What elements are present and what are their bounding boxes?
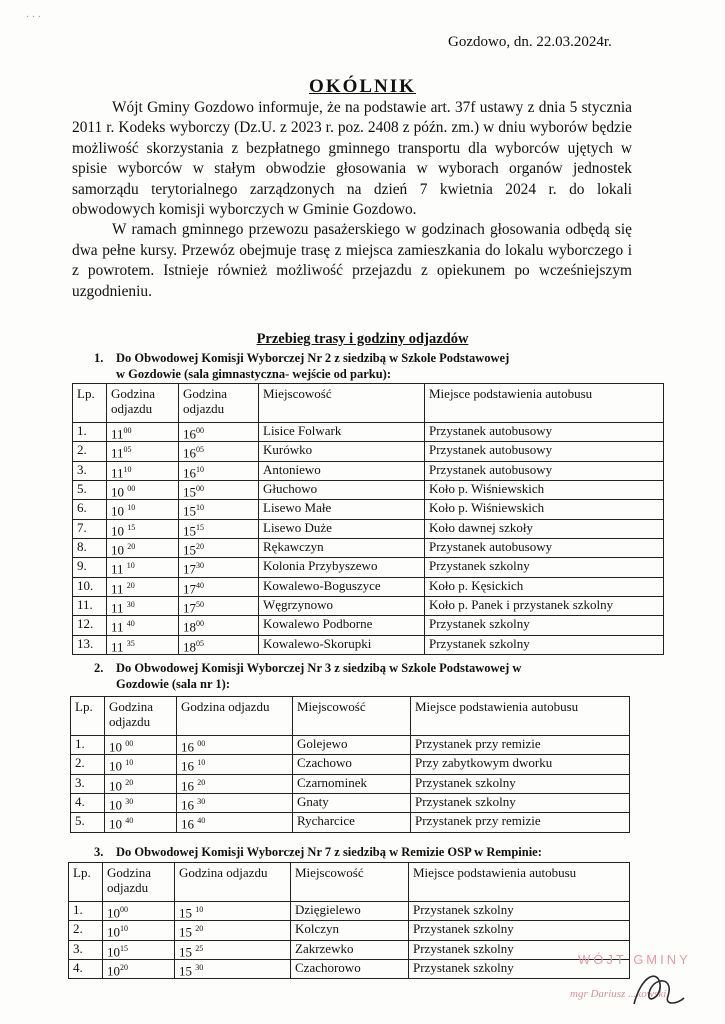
column-header: Miejscowość — [291, 863, 409, 902]
time-hour: 16 — [183, 426, 196, 442]
time-minutes: 40 — [125, 816, 134, 826]
cell-town: Lisewo Małe — [259, 500, 425, 519]
section-heading-line2: w Gozdowie (sala gimnastyczna- wejście od parku): — [116, 367, 391, 381]
section-number: 2. — [94, 661, 104, 675]
cell-town: Kowalewo-Boguszyce — [259, 577, 425, 596]
time-hour: 11 — [111, 600, 127, 616]
cell-time — [107, 616, 179, 635]
time-minutes: 20 — [197, 777, 206, 787]
schedule-table-2 — [70, 696, 630, 833]
time-hour: 11 — [111, 445, 124, 461]
cell-lp: 2. — [69, 921, 103, 940]
cell-stop: Przystanek autobusowy — [425, 538, 664, 557]
cell-time — [105, 813, 177, 832]
time-hour: 10 — [111, 522, 128, 538]
time-hour: 17 — [183, 580, 196, 596]
cell-town: Głuchowo — [259, 480, 425, 499]
cell-lp: 3. — [73, 461, 107, 480]
table-row — [73, 480, 664, 499]
time-hour: 15 — [179, 905, 196, 921]
column-header: Godzina odjazdu — [179, 384, 259, 423]
cell-town: Dzięgielewo — [291, 902, 409, 921]
time-hour: 11 — [111, 580, 127, 596]
time-minutes: 10 — [127, 503, 136, 513]
cell-time — [107, 577, 179, 596]
time-minutes: 20 — [125, 777, 134, 787]
paragraph-1: Wójt Gminy Gozdowo informuje, że na podstawie art. 37f ustawy z dnia 5 stycznia 2011 r. Kodeks wyborczy (Dz.U. z 2023 r. poz. 2408 z późn. zm.) w dniu wyborów będzie możliwość skorzystania z bezpłatnego gminnego transportu dla wyborców ujętych w spisie wyborców w stałym obwodzie głosowania w wyborach organów jednostek samorządu terytorialnego zarządzonych na dzień 7 kwietnia 2024 r. do lokali obwodowych komisji wyborczych w Gminie Gozdowo. — [72, 99, 632, 219]
table-row — [71, 774, 630, 793]
section-2-heading — [94, 660, 522, 692]
cell-town: Kolonia Przybyszewo — [259, 558, 425, 577]
table-row — [73, 558, 664, 577]
time-hour: 15 — [183, 522, 196, 538]
cell-town: Rękawczyn — [259, 538, 425, 557]
time-minutes: 00 — [196, 619, 204, 629]
cell-time — [179, 423, 259, 442]
cell-time — [179, 519, 259, 538]
time-minutes: 05 — [123, 445, 132, 455]
table-row — [73, 596, 664, 615]
cell-time — [105, 774, 177, 793]
stamp-title: WÓJT GMINY — [578, 952, 691, 967]
table-row — [73, 423, 664, 442]
section-number: 3. — [94, 845, 104, 859]
cell-stop: Przystanek szkolny — [409, 902, 630, 921]
time-hour: 10 — [109, 797, 126, 813]
column-header: Lp. — [71, 697, 105, 736]
cell-lp: 5. — [73, 480, 107, 499]
time-minutes: 30 — [197, 796, 206, 806]
time-minutes: 00 — [127, 483, 136, 493]
time-hour: 10 — [107, 924, 120, 940]
cell-stop: Przystanek szkolny — [409, 959, 630, 978]
time-minutes: 15 — [120, 943, 128, 953]
cell-lp: 4. — [69, 959, 103, 978]
time-hour: 11 — [111, 464, 124, 480]
cell-town: Antoniewo — [259, 461, 425, 480]
cell-town: Węgrzynowo — [259, 596, 425, 615]
time-hour: 15 — [183, 542, 196, 558]
time-hour: 15 — [179, 963, 196, 979]
time-hour: 15 — [179, 924, 196, 940]
cell-stop: Przy zabytkowym dworku — [411, 755, 630, 774]
table-row — [69, 902, 630, 921]
section-1-heading — [94, 350, 510, 382]
time-minutes: 00 — [196, 483, 204, 493]
cell-time — [107, 538, 179, 557]
column-header: Lp. — [69, 863, 103, 902]
table-row — [73, 442, 664, 461]
table-row — [71, 736, 630, 755]
time-minutes: 10 — [195, 905, 204, 914]
section-heading-line1: Do Obwodowej Komisji Wyborczej Nr 2 z siedzibą w Szkole Podstawowej — [116, 351, 510, 365]
cell-time — [105, 755, 177, 774]
time-hour: 11 — [111, 561, 127, 577]
table-row — [73, 461, 664, 480]
cell-stop: Koło p. Wiśniewskich — [425, 480, 664, 499]
cell-lp: 3. — [69, 940, 103, 959]
time-minutes: 20 — [196, 541, 204, 551]
cell-stop: Koło dawnej szkoły — [425, 519, 664, 538]
time-hour: 10 — [109, 739, 126, 755]
cell-time — [107, 519, 179, 538]
time-minutes: 25 — [195, 943, 204, 953]
cell-time — [177, 736, 293, 755]
cell-time — [177, 774, 293, 793]
column-header: Miejsce podstawienia autobusu — [411, 697, 630, 736]
time-hour: 16 — [181, 816, 198, 832]
cell-town: Kolczyn — [291, 921, 409, 940]
cell-lp: 4. — [71, 793, 105, 812]
time-hour: 10 — [109, 816, 126, 832]
cell-town: Czachorowo — [291, 959, 409, 978]
table-row — [71, 813, 630, 832]
column-header: Lp. — [73, 384, 107, 423]
cell-time — [105, 793, 177, 812]
time-minutes: 10 — [120, 924, 128, 934]
cell-lp: 11. — [73, 596, 107, 615]
time-minutes: 00 — [125, 739, 134, 748]
cell-town: Gnaty — [293, 793, 411, 812]
column-header: Godzina odjazdu — [107, 384, 179, 423]
cell-stop: Przystanek szkolny — [425, 616, 664, 635]
section-number: 1. — [94, 351, 104, 365]
table-header-row — [73, 384, 664, 423]
time-minutes: 30 — [126, 599, 135, 609]
column-header: Miejscowość — [259, 384, 425, 423]
time-hour: 10 — [109, 777, 126, 793]
document-title: OKÓLNIK — [309, 76, 416, 97]
cell-time — [107, 480, 179, 499]
time-hour: 16 — [181, 777, 198, 793]
cell-time — [179, 616, 259, 635]
time-minutes: 10 — [197, 758, 206, 768]
cell-time — [107, 635, 179, 654]
cell-time — [177, 755, 293, 774]
table-header-row — [69, 863, 630, 902]
cell-town: Czachowo — [293, 755, 411, 774]
time-minutes: 10 — [126, 561, 135, 571]
column-header: Miejsce podstawienia autobusu — [425, 384, 664, 423]
cell-time — [107, 500, 179, 519]
time-hour: 10 — [107, 905, 120, 921]
time-hour: 16 — [183, 464, 196, 480]
cell-town: Czarnominek — [293, 774, 411, 793]
cell-time — [107, 461, 179, 480]
cell-stop: Przystanek przy remizie — [411, 813, 630, 832]
cell-stop: Przystanek autobusowy — [425, 423, 664, 442]
time-minutes: 35 — [126, 638, 135, 648]
cell-time — [107, 423, 179, 442]
cell-time — [179, 596, 259, 615]
cell-lp: 12. — [73, 616, 107, 635]
table-row — [73, 616, 664, 635]
column-header: Godzina odjazdu — [105, 697, 177, 736]
cell-town: Rycharcice — [293, 813, 411, 832]
cell-stop: Koło p. Wiśniewskich — [425, 500, 664, 519]
signature — [628, 968, 688, 1012]
cell-time — [179, 442, 259, 461]
time-minutes: 20 — [120, 962, 128, 972]
table-row — [69, 959, 630, 978]
cell-time — [105, 736, 177, 755]
section-heading-line1: Do Obwodowej Komisji Wyborczej Nr 3 z siedzibą w Szkole Podstawowej w — [116, 661, 522, 675]
cell-lp: 1. — [69, 902, 103, 921]
paragraph-2: W ramach gminnego przewozu pasażerskiego w godzinach głosowania odbędą się dwa pełne kursy. Przewóz obejmuje trasę z miejsca zamieszkania do lokalu wyborczego i z powrotem. Istnieje również możliwość przejazdu z opiekunem po wcześniejszym uzgodnieniu. — [72, 221, 632, 300]
cell-town: Kowalewo-Skorupki — [259, 635, 425, 654]
time-minutes: 20 — [126, 580, 135, 590]
cell-town: Golejewo — [293, 736, 411, 755]
cell-time — [177, 813, 293, 832]
column-header: Miejsce podstawienia autobusu — [409, 863, 630, 902]
time-minutes: 10 — [123, 464, 132, 474]
time-minutes: 00 — [123, 426, 132, 435]
time-minutes: 20 — [127, 541, 136, 551]
time-minutes: 30 — [125, 796, 134, 806]
cell-time — [179, 538, 259, 557]
time-hour: 11 — [111, 638, 127, 654]
stamp-name: mgr Dariusz ...kowski — [570, 988, 667, 1000]
cell-lp: 3. — [71, 774, 105, 793]
time-hour: 16 — [181, 797, 198, 813]
section-heading-line2: Gozdowie (sala nr 1): — [116, 677, 230, 691]
table-row — [71, 793, 630, 812]
cell-stop: Przystanek autobusowy — [425, 442, 664, 461]
table-row — [69, 940, 630, 959]
cell-lp: 1. — [71, 736, 105, 755]
cell-town: Lisice Folwark — [259, 423, 425, 442]
section-heading-line1: Do Obwodowej Komisji Wyborczej Nr 7 z siedzibą w Remizie OSP w Rempinie: — [116, 845, 542, 859]
cell-stop: Przystanek szkolny — [411, 793, 630, 812]
time-minutes: 30 — [195, 962, 204, 972]
cell-lp: 2. — [71, 755, 105, 774]
time-minutes: 40 — [196, 580, 204, 590]
time-minutes: 10 — [125, 758, 134, 768]
cell-lp: 7. — [73, 519, 107, 538]
cell-stop: Koło p. Kęsickich — [425, 577, 664, 596]
column-header: Godzina odjazdu — [175, 863, 291, 902]
time-hour: 17 — [183, 600, 196, 616]
schedule-table-3 — [68, 862, 630, 979]
cell-time — [175, 940, 291, 959]
table-row — [73, 519, 664, 538]
scan-artifact: · · · — [26, 12, 41, 23]
cell-time — [107, 442, 179, 461]
cell-lp: 6. — [73, 500, 107, 519]
time-hour: 16 — [181, 758, 198, 774]
cell-time — [103, 921, 175, 940]
cell-time — [179, 558, 259, 577]
body-text — [72, 98, 632, 302]
cell-time — [103, 902, 175, 921]
cell-town: Kurówko — [259, 442, 425, 461]
section-3-heading — [94, 844, 542, 860]
cell-time — [103, 940, 175, 959]
cell-lp: 13. — [73, 635, 107, 654]
time-hour: 17 — [183, 561, 196, 577]
time-minutes: 05 — [196, 445, 204, 455]
time-minutes: 50 — [196, 599, 204, 609]
cell-stop: Przystanek szkolny — [411, 774, 630, 793]
time-hour: 18 — [183, 638, 196, 654]
column-header: Miejscowość — [293, 697, 411, 736]
time-minutes: 10 — [196, 503, 204, 513]
time-minutes: 40 — [126, 619, 135, 629]
time-minutes: 40 — [197, 816, 206, 826]
time-hour: 16 — [181, 739, 198, 755]
cell-stop: Przystanek szkolny — [409, 921, 630, 940]
time-hour: 15 — [183, 503, 196, 519]
table-row — [73, 538, 664, 557]
time-hour: 10 — [107, 943, 120, 959]
cell-town: Zakrzewko — [291, 940, 409, 959]
time-minutes: 00 — [120, 905, 128, 914]
cell-stop: Koło p. Panek i przystanek szkolny — [425, 596, 664, 615]
time-minutes: 05 — [196, 638, 204, 648]
cell-lp: 2. — [73, 442, 107, 461]
cell-stop: Przystanek szkolny — [425, 635, 664, 654]
cell-town: Lisewo Duże — [259, 519, 425, 538]
time-hour: 15 — [183, 484, 196, 500]
time-hour: 11 — [111, 619, 127, 635]
cell-time — [179, 635, 259, 654]
cell-lp: 10. — [73, 577, 107, 596]
time-minutes: 20 — [195, 924, 204, 934]
table-row — [73, 635, 664, 654]
table-header-row — [71, 697, 630, 736]
cell-time — [179, 480, 259, 499]
time-minutes: 00 — [197, 739, 206, 748]
time-minutes: 30 — [196, 561, 204, 571]
place-date: Gozdowo, dn. 22.03.2024r. — [448, 34, 612, 50]
route-title: Przebieg trasy i godziny odjazdów — [256, 331, 469, 347]
time-hour: 10 — [107, 963, 120, 979]
cell-time — [179, 461, 259, 480]
cell-stop: Przystanek szkolny — [409, 940, 630, 959]
time-hour: 16 — [183, 445, 196, 461]
cell-time — [179, 500, 259, 519]
cell-time — [175, 959, 291, 978]
column-header: Godzina odjazdu — [103, 863, 175, 902]
cell-time — [107, 558, 179, 577]
time-minutes: 15 — [196, 522, 204, 532]
table-row — [71, 755, 630, 774]
cell-lp: 9. — [73, 558, 107, 577]
cell-lp: 1. — [73, 423, 107, 442]
time-minutes: 10 — [196, 464, 204, 474]
table-row — [73, 500, 664, 519]
cell-time — [175, 921, 291, 940]
cell-stop: Przystanek autobusowy — [425, 461, 664, 480]
cell-time — [175, 902, 291, 921]
cell-lp: 8. — [73, 538, 107, 557]
time-minutes: 15 — [127, 522, 136, 532]
cell-time — [103, 959, 175, 978]
time-hour: 11 — [111, 426, 124, 442]
cell-town: Kowalewo Podborne — [259, 616, 425, 635]
cell-time — [177, 793, 293, 812]
cell-stop: Przystanek szkolny — [425, 558, 664, 577]
cell-lp: 5. — [71, 813, 105, 832]
cell-time — [107, 596, 179, 615]
table-row — [73, 577, 664, 596]
time-hour: 10 — [111, 542, 128, 558]
cell-time — [179, 577, 259, 596]
time-hour: 10 — [111, 484, 128, 500]
schedule-table-1 — [72, 383, 664, 655]
time-hour: 10 — [109, 758, 126, 774]
table-row — [69, 921, 630, 940]
time-hour: 15 — [179, 943, 196, 959]
time-hour: 10 — [111, 503, 128, 519]
time-hour: 18 — [183, 619, 196, 635]
column-header: Godzina odjazdu — [177, 697, 293, 736]
cell-stop: Przystanek przy remizie — [411, 736, 630, 755]
time-minutes: 00 — [196, 426, 204, 435]
